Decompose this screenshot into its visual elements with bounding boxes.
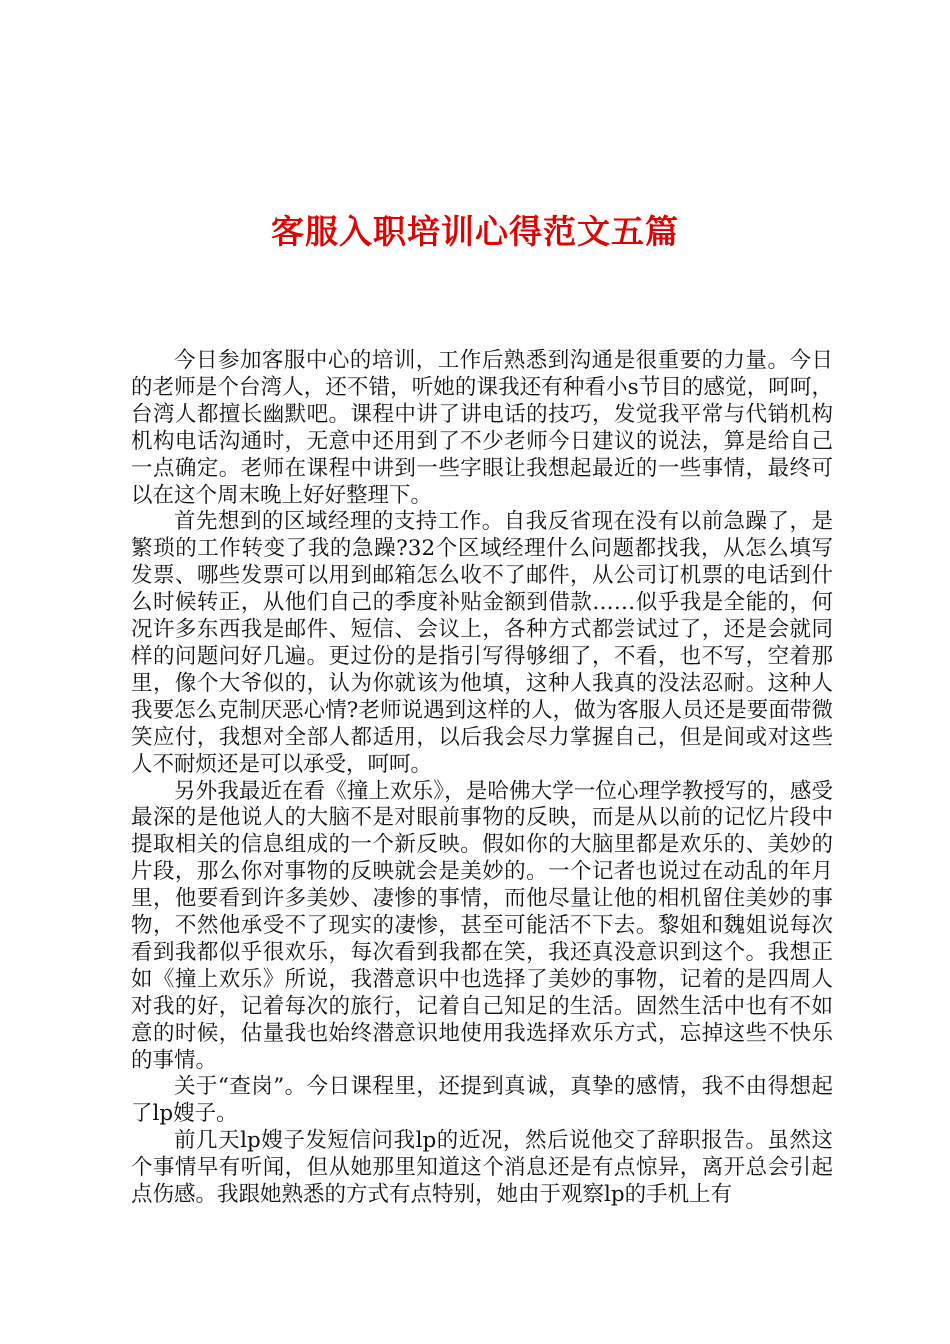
paragraph: 首先想到的区域经理的支持工作。自我反省现在没有以前急躁了，是繁琐的工作转变了我的急躁?32个区域经理什么问题都找我，从怎么填写发票、哪些发票可以用到邮箱怎么收不了邮件，从公司订机票的电话到什么时候转正，从他们自己的季度补贴金额到借款……似乎我是全能的，何况许多东西我是邮件、短信、会议上，各种方式都尝试过了，还是会就同样的问题问好几遍。更过份的是指引写得够细了，不看，也不写，空着那里，像个大爷似的，认为你就该为他填，这种人我真的没法忍耐。这种人我要怎么克制厌恶心情?老师说遇到这样的人，做为客服人员还是要面带微笑应付，我想对全部人都适用，以后我会尽力掌握自己，但是间或对这些人不耐烦还是可以承受，呵呵。	[131, 509, 833, 777]
paragraph: 前几天lp嫂子发短信问我lp的近况，然后说他交了辞职报告。虽然这个事情早有听闻，但从她那里知道这个消息还是有点惊异，离开总会引起点伤感。我跟她熟悉的方式有点特别，她由于观察lp的手机上有	[131, 1128, 833, 1208]
paragraph: 关于“查岗”。今日课程里，还提到真诚，真挚的感情，我不由得想起了lp嫂子。	[131, 1074, 833, 1127]
paragraph: 今日参加客服中心的培训，工作后熟悉到沟通是很重要的力量。今日的老师是个台湾人，还不错，听她的课我还有种看小s节目的感觉，呵呵，台湾人都擅长幽默吧。课程中讲了讲电话的技巧，发觉我平常与代销机构机构电话沟通时，无意中还用到了不少老师今日建议的说法，算是给自己一点确定。老师在课程中讲到一些字眼让我想起最近的一些事情，最终可以在这个周末晚上好好整理下。	[131, 348, 833, 508]
document-title: 客服入职培训心得范文五篇	[271, 212, 679, 251]
paragraph: 另外我最近在看《撞上欢乐》，是哈佛大学一位心理学教授写的，感受最深的是他说人的大脑不是对眼前事物的反映，而是从以前的记忆片段中提取相关的信息组成的一个新反映。假如你的大脑里都是欢乐的、美妙的片段，那么你对事物的反映就会是美妙的。一个记者也说过在动乱的年月里，他要看到许多美妙、凄惨的事情，而他尽量让他的相机留住美妙的事物，不然他承受不了现实的凄惨，甚至可能活不下去。黎姐和魏姐说每次看到我都似乎很欢乐，每次看到我都在笑，我还真没意识到这个。我想正如《撞上欢乐》所说，我潜意识中也选择了美妙的事物，记着的是四周人对我的好，记着每次的旅行，记着自己知足的生活。固然生活中也有不如意的时候，估量我也始终潜意识地使用我选择欢乐方式，忘掉这些不快乐的事情。	[131, 778, 833, 1073]
document-body	[131, 348, 833, 1208]
